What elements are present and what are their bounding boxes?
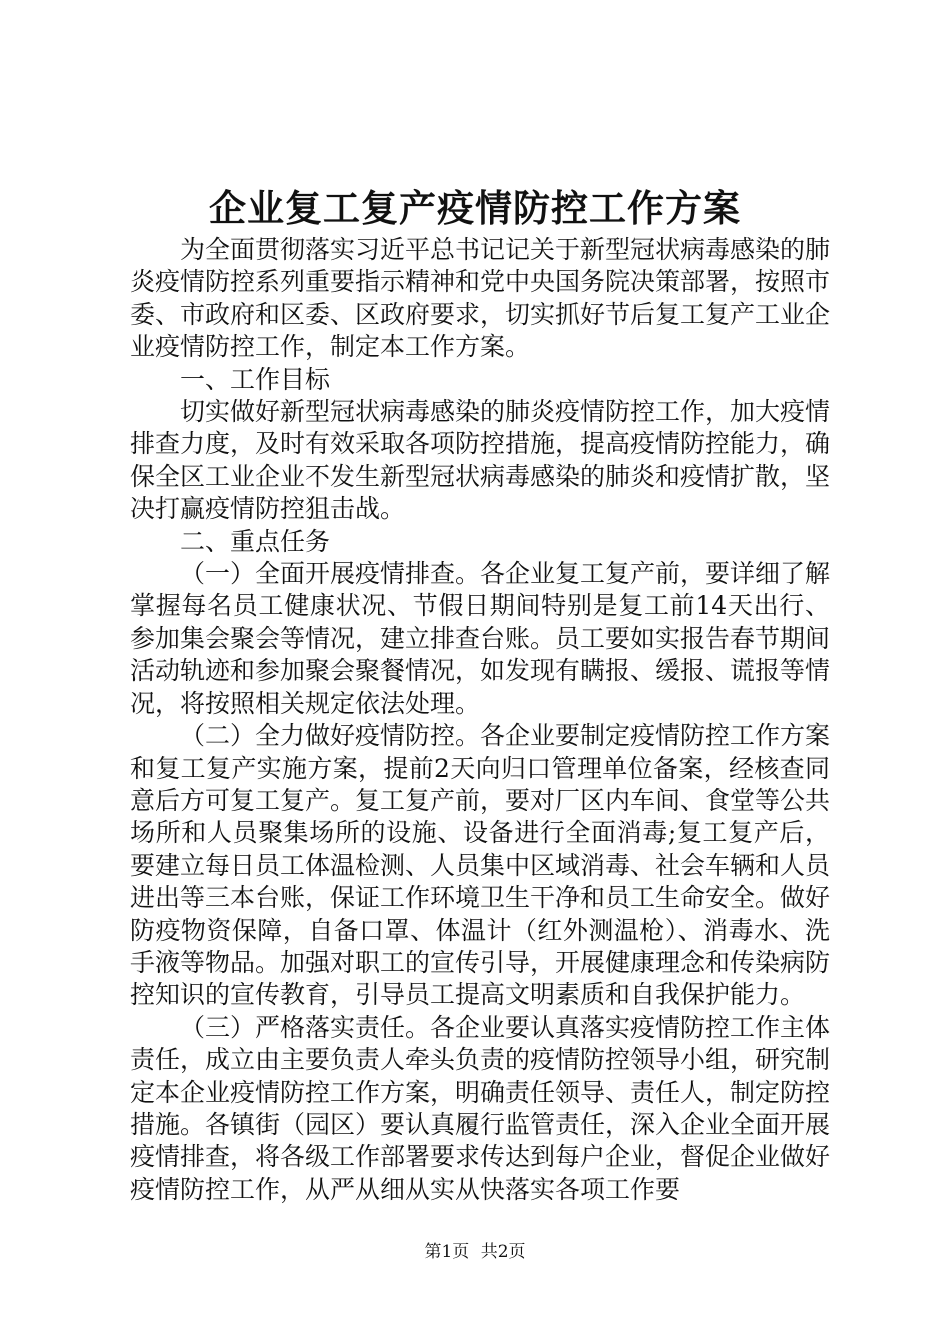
page-number: 第1页: [424, 1242, 470, 1262]
paragraph-goals: 切实做好新型冠状病毒感染的肺炎疫情防控工作，加大疫情排查力度，及时有效采取各项防控措施，提高疫情防控能力，确保全区工业企业不发生新型冠状病毒感染的肺炎和疫情扩散，坚决打赢疫情防控狙击战。: [130, 397, 831, 524]
page-footer: [0, 1241, 950, 1263]
document-body: [130, 234, 830, 1206]
paragraph-task-1: （一）全面开展疫情排查。各企业复工复产前，要详细了解掌握每名员工健康状况、节假日期间特别是复工前14天出行、参加集会聚会等情况，建立排查台账。员工要如实报告春节期间活动轨迹和参加聚会聚餐情况，如发现有瞒报、缓报、谎报等情况，将按照相关规定依法处理。: [130, 559, 831, 718]
page-total: 共2页: [480, 1242, 526, 1262]
paragraph-intro: 为全面贯彻落实习近平总书记记关于新型冠状病毒感染的肺炎疫情防控系列重要指示精神和党中央国务院决策部署，按照市委、市政府和区委、区政府要求，切实抓好节后复工复产工业企业疫情防控工作，制定本工作方案。: [130, 235, 831, 362]
paragraph-task-2: （二）全力做好疫情防控。各企业要制定疫情防控工作方案和复工复产实施方案，提前2天向归口管理单位备案，经核查同意后方可复工复产。复工复产前，要对厂区内车间、食堂等公共场所和人员聚集场所的设施、设备进行全面消毒;复工复产后，要建立每日员工体温检测、人员集中区域消毒、社会车辆和人员进出等三本台账，保证工作环境卫生干净和员工生命安全。做好防疫物资保障，自备口罩、体温计（红外测温枪）、消毒水、洗手液等物品。加强对职工的宣传引导，开展健康理念和传染病防控知识的宣传教育，引导员工提高文明素质和自我保护能力。: [130, 721, 831, 1010]
document-title: 企业复工复产疫情防控工作方案: [209, 186, 741, 230]
section-heading-tasks: 二、重点任务: [180, 526, 331, 556]
paragraph-task-3: （三）严格落实责任。各企业要认真落实疫情防控工作主体责任，成立由主要负责人牵头负责的疫情防控领导小组，研究制定本企业疫情防控工作方案，明确责任领导、责任人，制定防控措施。各镇街（园区）要认真履行监管责任，深入企业全面开展疫情排查，将各级工作部署要求传达到每户企业，督促企业做好疫情防控工作，从严从细从实从快落实各项工作要: [130, 1012, 831, 1204]
section-heading-goals: 一、工作目标: [180, 364, 331, 394]
